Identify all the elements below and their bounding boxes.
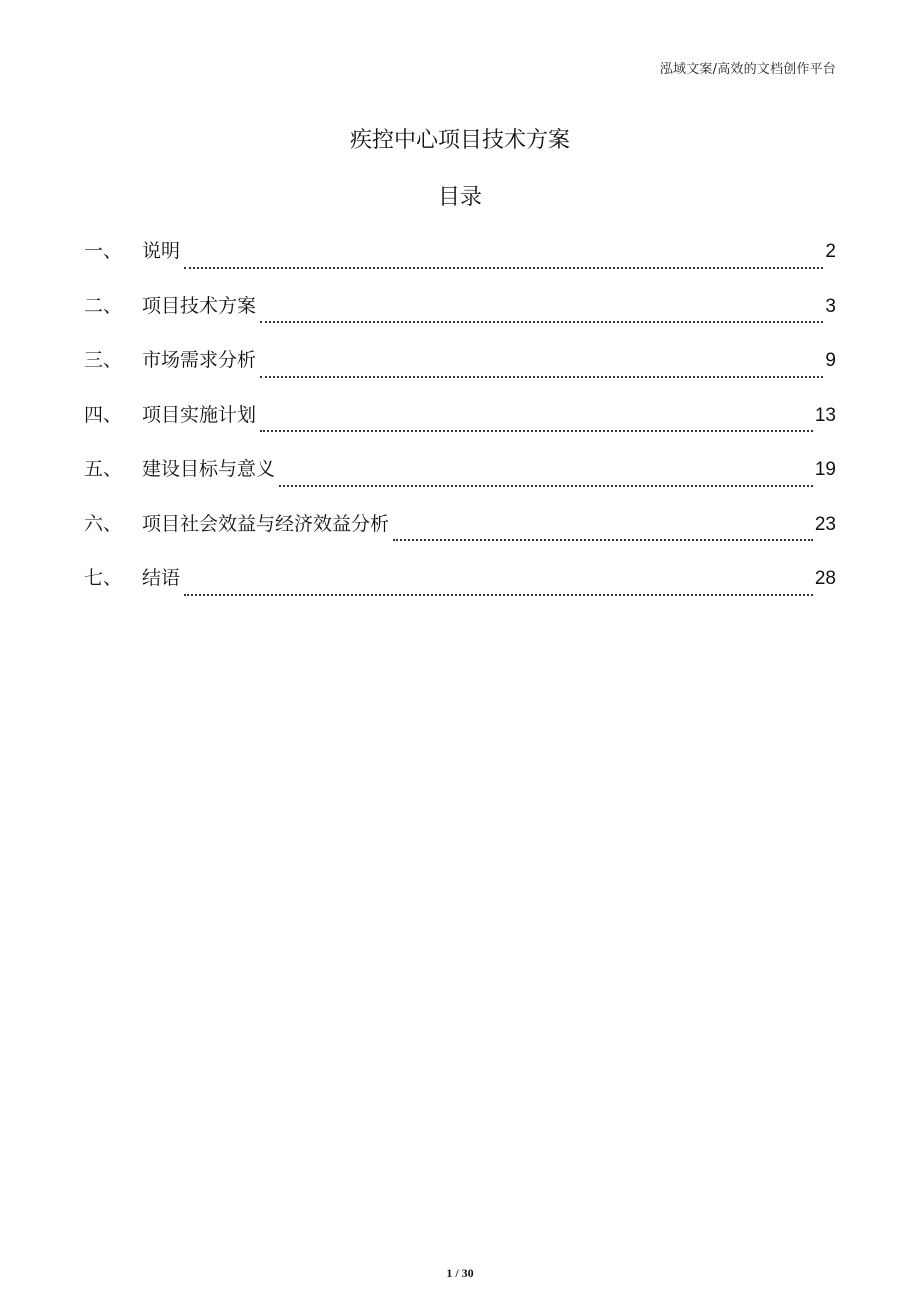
toc-entry-number: 六、 bbox=[84, 512, 123, 535]
toc-entry-title: 项目实施计划 bbox=[142, 403, 257, 426]
toc-entry[interactable] bbox=[84, 400, 836, 455]
toc-entry-page: 9 bbox=[825, 350, 836, 371]
toc-dot-leader bbox=[184, 267, 823, 269]
toc-entry[interactable] bbox=[84, 291, 836, 346]
toc-dot-leader bbox=[260, 321, 823, 323]
toc-entry-number: 一、 bbox=[84, 240, 123, 262]
toc-entry[interactable] bbox=[84, 563, 836, 618]
toc-entry[interactable] bbox=[84, 509, 836, 564]
toc-dot-leader bbox=[260, 430, 813, 432]
toc-entry-page: 23 bbox=[814, 513, 836, 535]
toc-entry-number: 二、 bbox=[84, 294, 123, 317]
toc-entry-title: 项目社会效益与经济效益分析 bbox=[142, 512, 390, 535]
toc-entry-title: 项目技术方案 bbox=[142, 294, 257, 317]
toc-entry-title: 市场需求分析 bbox=[142, 349, 257, 371]
document-title: 疾控中心项目技术方案 bbox=[349, 128, 570, 153]
toc-entry-title: 建设目标与意义 bbox=[142, 458, 276, 480]
toc-entry-number: 七、 bbox=[84, 567, 123, 589]
toc-entry-page: 3 bbox=[825, 295, 836, 317]
toc-entry-number: 五、 bbox=[84, 458, 123, 480]
toc-entry-page: 13 bbox=[814, 404, 836, 426]
toc-entry-page: 2 bbox=[825, 241, 836, 262]
toc-entry-number: 四、 bbox=[84, 403, 123, 426]
toc-entry[interactable] bbox=[84, 236, 836, 291]
toc-entry-title: 结语 bbox=[142, 567, 181, 589]
toc-entry-page: 28 bbox=[814, 568, 836, 589]
page-number-indicator: 1 / 30 bbox=[446, 1266, 474, 1280]
toc-entry-title: 说明 bbox=[142, 240, 181, 262]
toc-entry-number: 三、 bbox=[84, 349, 123, 371]
toc-dot-leader bbox=[279, 485, 813, 487]
toc-entry[interactable] bbox=[84, 345, 836, 400]
toc-dot-leader bbox=[184, 594, 813, 596]
toc-dot-leader bbox=[260, 376, 823, 378]
toc-dot-leader bbox=[393, 539, 813, 541]
toc-entry-page: 19 bbox=[814, 459, 836, 480]
header-brand: 泓域文案/高效的文档创作平台 bbox=[659, 62, 836, 77]
toc-entry[interactable] bbox=[84, 454, 836, 509]
table-of-contents bbox=[84, 236, 836, 618]
toc-heading: 目录 bbox=[437, 185, 482, 210]
